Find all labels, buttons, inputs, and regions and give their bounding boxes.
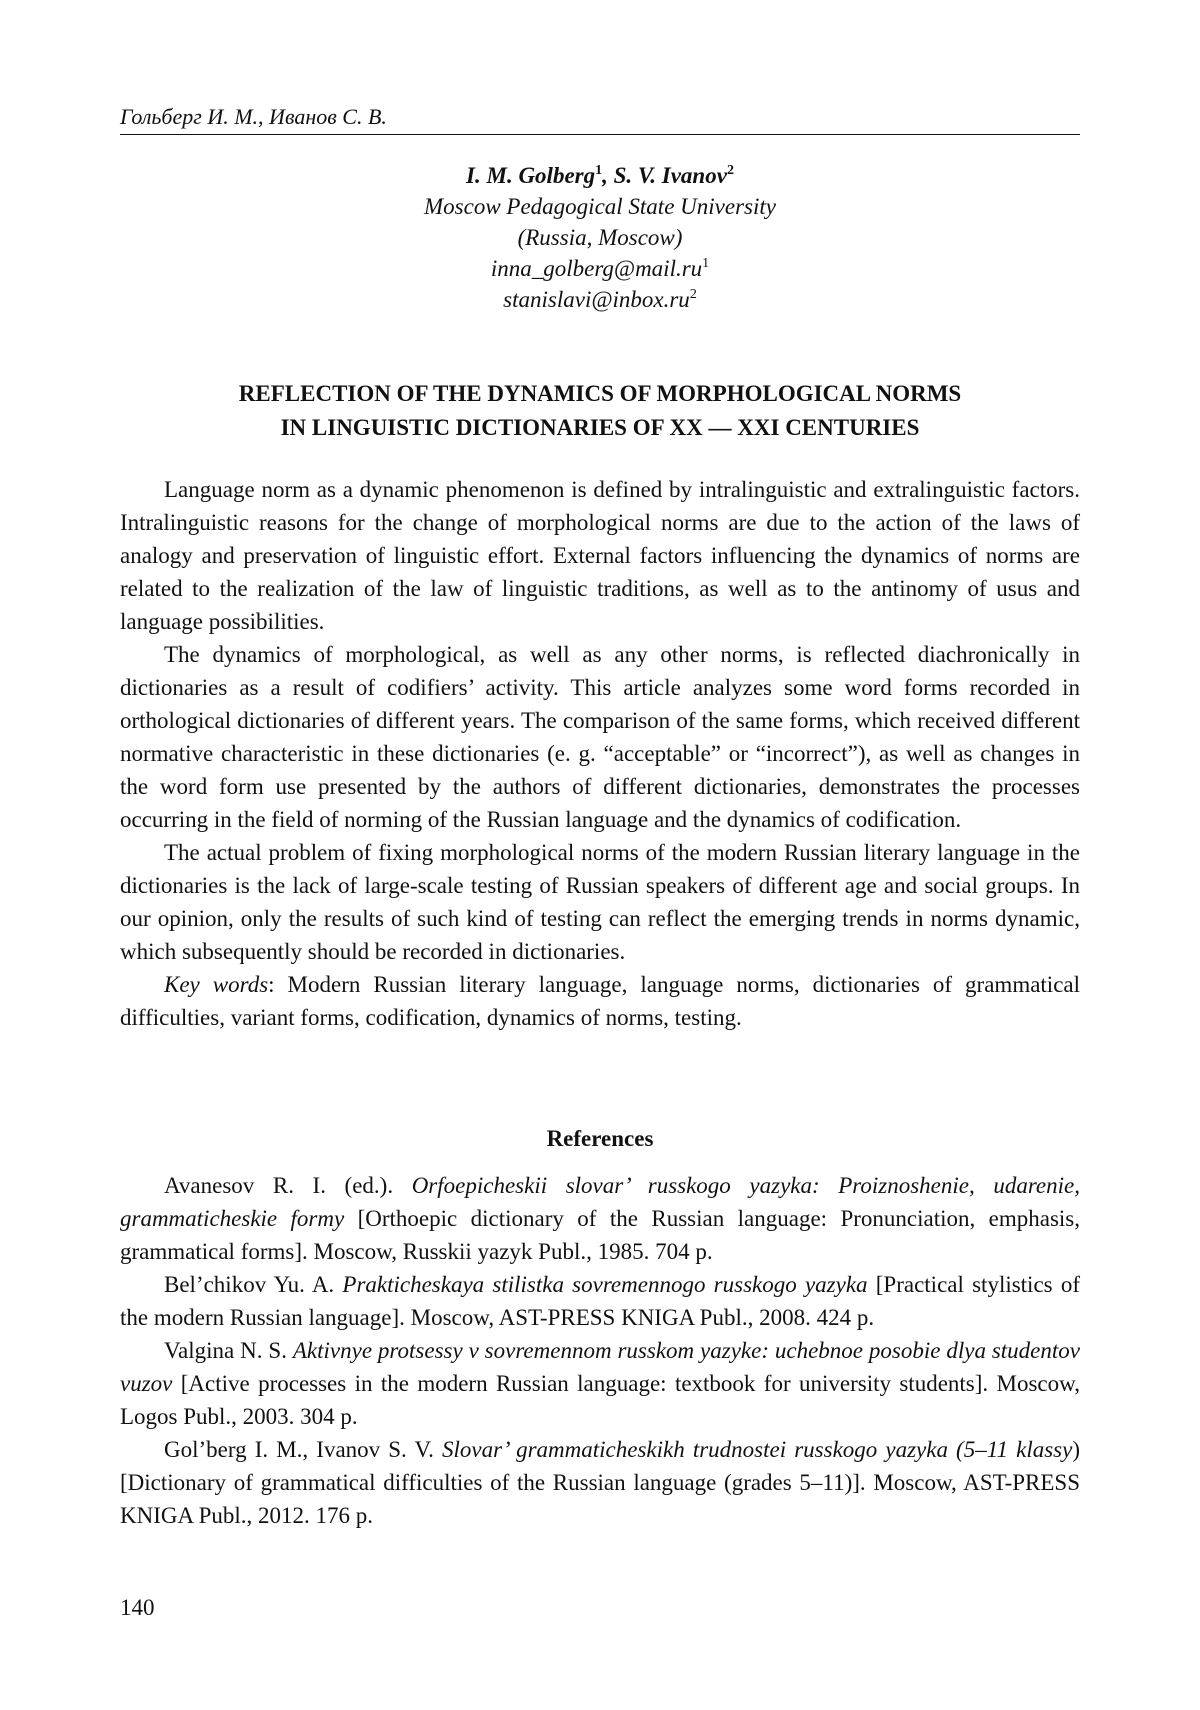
reference-details: [Practical stylistics of the modern Russian language]. Moscow, AST-PRESS KNIGA Publ., 2008. 424 p. bbox=[120, 1272, 1080, 1330]
email-1[interactable]: inna_golberg@mail.ru bbox=[490, 256, 703, 281]
reference-title: Aktivnye protsessy v sovremennom russkom yazyke: uchebnoe posobie dlya studentov vuzov bbox=[120, 1338, 1080, 1396]
references-heading: References bbox=[546, 1126, 654, 1151]
affiliation-location: (Russia, Moscow) bbox=[517, 225, 683, 250]
email-1-marker: 1 bbox=[702, 256, 710, 271]
header-rule bbox=[120, 134, 1080, 135]
keywords-text: : Modern Russian literary language, language norms, dictionaries of grammatical difficulties, variant forms, codification, dynamics of norms, testing. bbox=[120, 972, 1080, 1030]
article-title-line-1: REFLECTION OF THE DYNAMICS OF MORPHOLOGICAL NORMS bbox=[238, 381, 962, 406]
email-1-line bbox=[120, 253, 1080, 284]
reference-details: ) [Dictionary of grammatical difficulties of the Russian language (grades 5–11)]. Moscow, AST-PRESS KNIGA Publ., 2012. 176 p. bbox=[120, 1437, 1080, 1528]
references-list bbox=[120, 1169, 1080, 1532]
reference-item bbox=[120, 1334, 1080, 1433]
reference-author: Gol’berg I. M., Ivanov S. V. bbox=[164, 1437, 442, 1462]
reference-title: Prakticheskaya stilistka sovremennogo russkogo yazyka bbox=[342, 1272, 868, 1297]
email-2-line bbox=[120, 284, 1080, 315]
email-2[interactable]: stanislavi@inbox.ru bbox=[503, 287, 690, 312]
reference-author: Valgina N. S. bbox=[164, 1338, 293, 1363]
reference-author: Bel’chikov Yu. A. bbox=[164, 1272, 343, 1297]
abstract-paragraph-1: Language norm as a dynamic phenomenon is defined by intralinguistic and extralinguistic factors. Intralinguistic reasons for the change of morphological norms are due to the action of the laws of analogy and preservation of linguistic effort. External factors influencing the dynamics of norms are related to the realization of the law of linguistic traditions, as well as to the antinomy of usus and language possibilities. bbox=[120, 477, 1080, 634]
running-head: Гольберг И. М., Иванов С. В. bbox=[120, 104, 387, 129]
reference-item bbox=[120, 1268, 1080, 1334]
abstract-paragraph-2: The dynamics of morphological, as well as any other norms, is reflected diachronically in dictionaries as a result of codifiers’ activity. This article analyzes some word forms recorded in orthological dictionaries of different years. The comparison of the same forms, which received different normative characteristic in these dictionaries (e. g. “acceptable” or “incorrect”), as well as changes in the word form use presented by the authors of different dictionaries, demonstrates the processes occurring in the field of norming of the Russian language and the dynamics of codification. bbox=[120, 642, 1080, 832]
keywords-label: Key words bbox=[164, 972, 269, 997]
author-names bbox=[120, 160, 1080, 191]
abstract bbox=[120, 473, 1080, 1034]
reference-item bbox=[120, 1433, 1080, 1532]
author-1: I. M. Golberg bbox=[466, 163, 596, 188]
keywords-paragraph bbox=[120, 968, 1080, 1034]
author-2: S. V. Ivanov bbox=[613, 163, 727, 188]
reference-details: [Orthoepic dictionary of the Russian language: Pronunciation, emphasis, grammatical forms]. Moscow, Russkii yazyk Publ., 1985. 704 p. bbox=[120, 1206, 1080, 1264]
reference-title: Orfoepicheskii slovar’ russkogo yazyka: Proiznoshenie, udarenie, grammaticheskie formy bbox=[120, 1173, 1080, 1231]
email-2-marker: 2 bbox=[689, 287, 697, 302]
reference-title: Slovar’ grammaticheskikh trudnostei russkogo yazyka (5–11 klassy bbox=[441, 1437, 1073, 1462]
article-title-line-2: IN LINGUISTIC DICTIONARIES OF XX — XXI CENTURIES bbox=[280, 415, 920, 440]
page-number: 140 bbox=[120, 1595, 155, 1620]
author-separator: , bbox=[602, 163, 614, 188]
reference-author: Avanesov R. I. (ed.). bbox=[164, 1173, 412, 1198]
affiliation: Moscow Pedagogical State University bbox=[424, 194, 776, 219]
abstract-paragraph-3: The actual problem of fixing morphological norms of the modern Russian literary language in the dictionaries is the lack of large-scale testing of Russian speakers of different age and social groups. In our opinion, only the results of such kind of testing can reflect the emerging trends in norms dynamic, which subsequently should be recorded in dictionaries. bbox=[120, 840, 1080, 964]
reference-details: [Active processes in the modern Russian language: textbook for university students]. Moscow, Logos Publ., 2003. 304 p. bbox=[120, 1371, 1080, 1429]
reference-item bbox=[120, 1169, 1080, 1268]
author-block bbox=[120, 160, 1080, 315]
author-2-marker: 2 bbox=[726, 163, 734, 178]
article-title bbox=[120, 377, 1080, 445]
author-1-marker: 1 bbox=[595, 163, 603, 178]
